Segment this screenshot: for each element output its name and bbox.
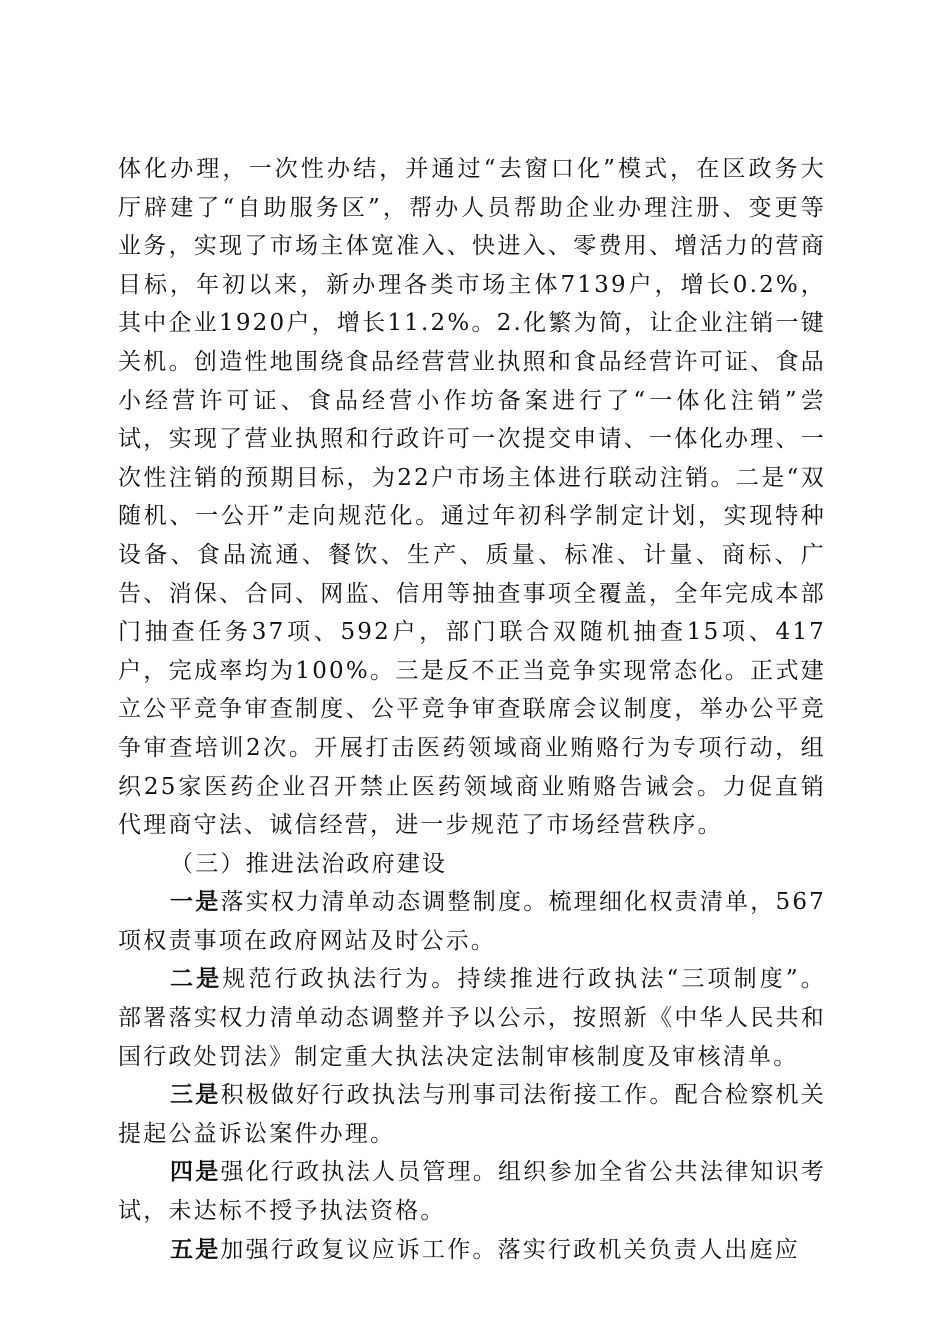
item-lead: 五是 — [170, 1235, 221, 1263]
item-text: 积极做好行政执法与刑事司法衔接工作。配合检察机关提起公益诉讼案件办理。 — [118, 1082, 826, 1147]
item-text: 规范行政执法行为。持续推进行政执法“三项制度”。部署落实权力清单动态调整并予以公示，按照新《中华人民共和国行政处罚法》制定重大执法决定法制审核制度及审核清单。 — [118, 966, 826, 1070]
item-text: 加强行政复议应诉工作。落实行政机关负责人出庭应 — [220, 1236, 801, 1263]
list-item — [118, 960, 826, 1076]
document-body — [118, 150, 826, 1269]
item-text: 强化行政执法人员管理。组织参加全省公共法律知识考试，未达标不授予执法资格。 — [118, 1159, 826, 1225]
item-lead: 三是 — [170, 1081, 221, 1109]
intro-paragraph: 体化办理，一次性办结，并通过“去窗口化”模式，在区政务大厅辟建了“自助服务区”，帮办人员帮助企业办理注册、变更等业务，实现了市场主体宽准入、快进入、零费用、增活力的营商目标，年初以来，新办理各类市场主体7139户，增长0.2%，其中企业1920户，增长11.2%。2.化繁为简，让企业注销一键关机。创造性地围绕食品经营营业执照和食品经营许可证、食品小经营许可证、食品经营小作坊备案进行了“一体化注销”尝试，实现了营业执照和行政许可一次提交申请、一体化办理、一次性注销的预期目标，为22户市场主体进行联动注销。二是“双随机、一公开”走向规范化。通过年初科学制定计划，实现特种设备、食品流通、餐饮、生产、质量、标准、计量、商标、广告、消保、合同、网监、信用等抽查事项全覆盖，全年完成本部门抽查任务37项、592户，部门联合双随机抽查15项、417户，完成率均为100%。三是反不正当竞争实现常态化。正式建立公平竞争审查制度、公平竞争审查联席会议制度，举办公平竞争审查培训2次。开展打击医药领域商业贿赂行为专项行动，组织25家医药企业召开禁止医药领域商业贿赂告诫会。力促直销代理商守法、诚信经营，进一步规范了市场经营秩序。 — [118, 156, 826, 839]
list-item — [118, 1153, 826, 1230]
item-lead: 四是 — [170, 1158, 221, 1186]
list-item — [118, 883, 826, 960]
item-lead: 二是 — [170, 965, 223, 993]
item-lead: 一是 — [170, 888, 221, 916]
section-heading: （三）推进法治政府建设 — [170, 850, 448, 877]
list-item — [118, 1076, 826, 1153]
item-text: 落实权力清单动态调整制度。梳理细化权责清单，567项权责事项在政府网站及时公示。 — [118, 889, 826, 954]
list-item — [118, 1231, 826, 1270]
